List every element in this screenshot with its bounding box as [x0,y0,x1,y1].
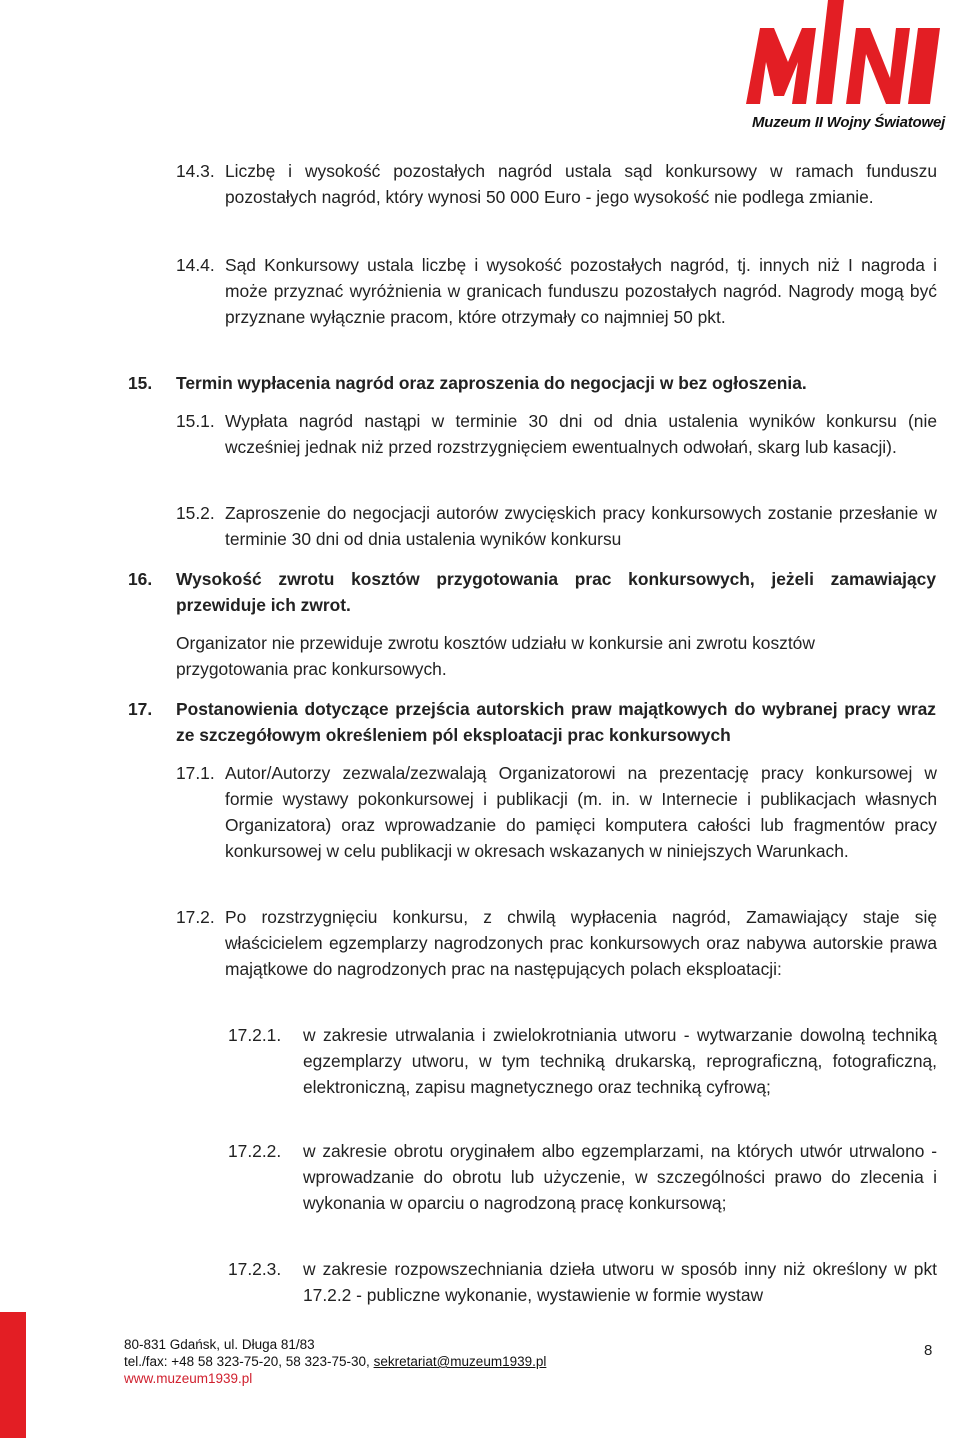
subitem-number: 17.2.3. [228,1259,282,1279]
item-text: Wypłata nagród nastąpi w terminie 30 dni od dnia ustalenia wyników konkursu (nie wcześniej jednak niż przed rozstrzygnięciem ewentualnych odwołań, skarg lub kasacji). [225,411,937,457]
footer [124,1336,546,1387]
footer-address: 80-831 Gdańsk, ul. Długa 81/83 [124,1337,315,1352]
subitem-number: 17.2.2. [228,1141,282,1161]
section-number: 15. [128,373,153,393]
item-text: Zaproszenie do negocjacji autorów zwycięskich pracy konkursowych zostanie przesłanie w terminie 30 dni od dnia ustalenia wyników konkursu [225,503,937,549]
item-number: 15.1. [176,411,215,431]
item-text: Sąd Konkursowy ustala liczbę i wysokość pozostałych nagród, tj. innych niż I nagroda i może przyznać wyróżnienia w granicach funduszu pozostałych nagród. Nagrody mogą być przyznane wyłącznie pracom, które otrzymały co najmniej 50 pkt. [225,255,937,327]
subitem-text: w zakresie obrotu oryginałem albo egzemplarzami, na których utwór utrwalono - wprowadzanie do obrotu lub użyczenie, w szczególności prawo do zlecenia i wykonania w oparciu o nagrodzoną pracę konkursową; [303,1141,937,1213]
item-text: Po rozstrzygnięciu konkursu, z chwilą wypłacenia nagród, Zamawiający staje się właścicielem egzemplarzy nagrodzonych prac konkursowych oraz nabywa autorskie prawa majątkowe do nagrodzonych prac na następujących polach eksploatacji: [225,907,937,979]
item-number: 14.3. [176,161,215,181]
item-text: Autor/Autorzy zezwala/zezwalają Organizatorowi na prezentację pracy konkursowej w formie wystawy pokonkursowej i publikacji (m. in. w Internecie i publikacjach własnych Organizatora) oraz wprowadzanie do pamięci komputera całości lub fragmentów pracy konkursowej w celu publikacji w okresach wskazanych w niniejszych Warunkach. [225,763,937,861]
subitem-text: w zakresie utrwalania i zwielokrotniania utworu - wytwarzanie dowolną techniką egzemplarzy utworu, w tym techniką drukarską, reprograficzną, fotograficzną, elektroniczną, zapisu magnetycznego oraz techniką cyfrową; [303,1025,937,1097]
logo-caption: Muzeum II Wojny Światowej [752,114,946,131]
item-text: Liczbę i wysokość pozostałych nagród ustala sąd konkursowy w ramach funduszu pozostałych nagród, który wynosi 50 000 Euro - jego wysokość nie podlega zmianie. [225,161,937,207]
item-number: 14.4. [176,255,215,275]
section-heading: Postanowienia dotyczące przejścia autorskich praw majątkowych do wybranej pracy wraz ze szczegółowym określeniem pól eksploatacji prac konkursowych [176,699,936,745]
footer-contact [124,1353,546,1370]
footer-website-link[interactable]: www.muzeum1939.pl [124,1371,253,1386]
section-number: 16. [128,569,153,589]
item-number: 17.1. [176,763,215,783]
subitem-number: 17.2.1. [228,1025,282,1045]
item-number: 15.2. [176,503,215,523]
section-body: Organizator nie przewiduje zwrotu kosztów udziału w konkursie ani zwrotu kosztów przygotowania prac konkursowych. [176,633,815,679]
subitem-text: w zakresie rozpowszechniania dzieła utworu w sposób inny niż określony w pkt 17.2.2 - publiczne wykonanie, wystawienie w formie wystaw [303,1259,937,1305]
section-heading: Termin wypłacenia nagród oraz zaproszenia do negocjacji w bez ogłoszenia. [176,373,807,393]
section-heading: Wysokość zwrotu kosztów przygotowania prac konkursowych, jeżeli zamawiający przewiduje ich zwrot. [176,569,936,615]
museum-logo [740,0,950,112]
section-number: 17. [128,699,153,719]
footer-accent-bar [0,1312,26,1438]
footer-phone: tel./fax: +48 58 323-75-20, 58 323-75-30, [124,1354,370,1369]
footer-email-link[interactable]: sekretariat@muzeum1939.pl [373,1354,547,1369]
page-number: 8 [924,1342,933,1359]
museum-logo-mark [740,0,950,112]
item-number: 17.2. [176,907,215,927]
